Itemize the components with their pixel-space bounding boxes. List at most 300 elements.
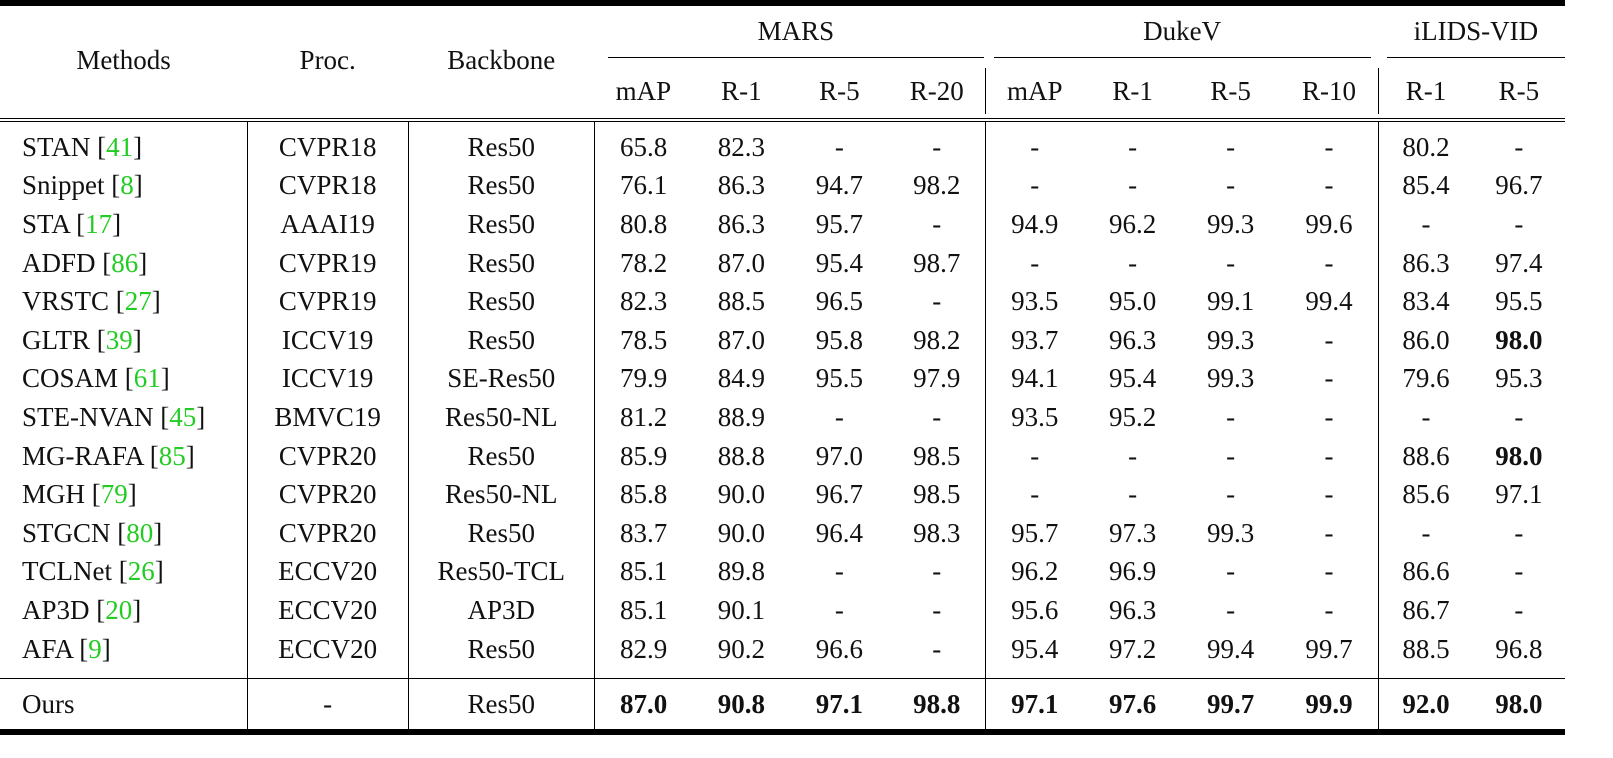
method-name: MG-RAFA <box>22 440 144 471</box>
metric-cell <box>888 591 985 630</box>
metric-cell <box>1379 360 1473 399</box>
col-header-metric: R-20 <box>909 75 964 106</box>
metric-cell <box>790 321 888 360</box>
metric-cell <box>986 120 1084 167</box>
metric-cell <box>1280 514 1379 553</box>
metric-cell <box>594 398 692 437</box>
metric-cell <box>692 630 790 669</box>
metric-value: 88.8 <box>717 440 765 471</box>
metric-value: 95.4 <box>1108 363 1157 394</box>
metric-value: 96.7 <box>815 479 864 510</box>
metric-cell <box>692 244 790 283</box>
metric-value: 90.1 <box>717 594 765 625</box>
metric-cell <box>888 630 985 669</box>
metric-cell <box>888 475 985 514</box>
metric-value: 96.7 <box>1495 170 1543 201</box>
proc-cell: AAAI19 <box>247 205 408 244</box>
table-row <box>0 282 1565 321</box>
proc-cell: ECCV20 <box>247 591 408 630</box>
metric-value: 88.6 <box>1402 440 1450 471</box>
metric-cell <box>790 514 888 553</box>
metric-cell <box>790 244 888 283</box>
metric-cell <box>1280 167 1379 206</box>
metric-value: 86.0 <box>1402 324 1450 355</box>
metric-cell <box>1084 591 1182 630</box>
metric-value: 96.4 <box>815 517 864 548</box>
backbone-cell: Res50-NL <box>408 475 594 514</box>
metric-cell <box>594 679 692 733</box>
metric-cell <box>790 282 888 321</box>
metric-value: 96.2 <box>1108 208 1157 239</box>
metric-value: 83.7 <box>619 517 668 548</box>
citation-link[interactable]: 80 <box>126 517 154 548</box>
metric-cell <box>888 398 985 437</box>
metric-cell <box>1473 553 1565 592</box>
metric-value: 95.3 <box>1495 363 1543 394</box>
method-cell: AFA [9] <box>22 633 111 664</box>
proc-cell: CVPR20 <box>247 514 408 553</box>
metric-value: 84.9 <box>717 363 765 394</box>
group-header-mars <box>594 3 985 68</box>
metric-value: 81.2 <box>619 401 668 432</box>
method-name: Ours <box>22 688 75 719</box>
table-row <box>0 553 1565 592</box>
metric-value: 95.7 <box>1011 517 1059 548</box>
metric-value: 85.1 <box>619 556 668 587</box>
metric-cell <box>1084 360 1182 399</box>
metric-value: 65.8 <box>619 131 668 162</box>
proc-cell: CVPR20 <box>247 475 408 514</box>
method-cell <box>0 679 247 733</box>
metric-cell <box>1473 205 1565 244</box>
metric-value: - <box>1324 479 1334 510</box>
spacer-cell <box>1182 668 1280 679</box>
metric-cell <box>1473 475 1565 514</box>
metric-cell <box>1379 553 1473 592</box>
metric-value: - <box>1324 324 1334 355</box>
metric-cell <box>790 475 888 514</box>
metric-cell <box>986 360 1084 399</box>
citation-link[interactable]: 79 <box>100 479 128 510</box>
metric-value: 95.5 <box>815 363 864 394</box>
citation-link[interactable]: 26 <box>127 556 155 587</box>
spacer-cell <box>986 668 1084 679</box>
method-name: STAN <box>22 131 91 162</box>
table-row <box>0 120 1565 167</box>
method-cell: STAN [41] <box>22 131 143 162</box>
metric-cell <box>888 437 985 476</box>
metric-cell <box>1280 120 1379 167</box>
metric-cell <box>1280 630 1379 669</box>
metric-value: 99.3 <box>1207 363 1255 394</box>
metric-value: 95.7 <box>815 208 864 239</box>
metric-value: - <box>834 594 844 625</box>
metric-value: 95.5 <box>1495 286 1543 317</box>
metric-value: 85.4 <box>1402 170 1450 201</box>
method-cell: COSAM [61] <box>22 363 170 394</box>
metric-value: - <box>1128 170 1138 201</box>
metric-value: 80.8 <box>619 208 668 239</box>
metric-value: - <box>932 594 942 625</box>
metric-cell <box>1182 679 1280 733</box>
col-header-metric: R-1 <box>721 75 762 106</box>
metric-cell <box>692 398 790 437</box>
metric-cell <box>1473 360 1565 399</box>
metric-value: 97.1 <box>1495 479 1543 510</box>
metric-cell <box>1280 360 1379 399</box>
metric-value: - <box>1324 556 1334 587</box>
metric-cell <box>692 167 790 206</box>
backbone-cell: Res50-TCL <box>408 553 594 592</box>
metric-value: 98.3 <box>913 517 961 548</box>
metric-value: 96.5 <box>815 286 864 317</box>
table-row <box>0 167 1565 206</box>
metric-value: - <box>1421 401 1431 432</box>
metric-value: 95.0 <box>1108 286 1157 317</box>
metric-value: 95.6 <box>1011 594 1059 625</box>
metric-cell <box>986 398 1084 437</box>
metric-value: 98.0 <box>1495 688 1543 719</box>
metric-value: - <box>932 633 942 664</box>
metric-value: - <box>1324 594 1334 625</box>
metric-cell <box>1280 475 1379 514</box>
col-header-metric: R-5 <box>819 75 860 106</box>
table-row <box>0 398 1565 437</box>
proc-cell: ICCV19 <box>247 360 408 399</box>
metric-cell <box>1473 437 1565 476</box>
metric-cell <box>888 679 985 733</box>
metric-cell <box>1182 398 1280 437</box>
method-cell: MG-RAFA [85] <box>22 440 195 471</box>
metric-value: 99.4 <box>1207 633 1255 664</box>
metric-value: 99.3 <box>1207 517 1255 548</box>
citation-link[interactable]: 27 <box>124 286 152 317</box>
proc-cell: CVPR18 <box>247 120 408 167</box>
metric-value: - <box>1324 363 1334 394</box>
metric-value: - <box>1514 556 1524 587</box>
table-row <box>0 514 1565 553</box>
spacer-cell <box>247 668 408 679</box>
metric-value: - <box>1514 208 1524 239</box>
metric-cell <box>692 591 790 630</box>
metric-value: 86.7 <box>1402 594 1450 625</box>
metric-cell <box>888 205 985 244</box>
header-row-groups <box>0 3 1565 68</box>
metric-value: - <box>1030 170 1040 201</box>
metric-value: 86.3 <box>1402 247 1450 278</box>
metric-cell <box>594 120 692 167</box>
citation-link[interactable]: 39 <box>105 324 133 355</box>
metric-value: 95.2 <box>1108 401 1157 432</box>
metric-cell <box>594 630 692 669</box>
metric-cell <box>1379 244 1473 283</box>
col-header-metric: R-5 <box>1498 75 1540 106</box>
metric-cell <box>1473 514 1565 553</box>
metric-cell <box>594 591 692 630</box>
metric-value: 96.2 <box>1011 556 1059 587</box>
metric-cell <box>888 167 985 206</box>
table-row <box>0 437 1565 476</box>
metric-cell <box>986 437 1084 476</box>
metric-cell <box>790 360 888 399</box>
metric-cell <box>1182 514 1280 553</box>
metric-value: 98.5 <box>913 440 961 471</box>
metric-cell <box>790 591 888 630</box>
table-row <box>0 205 1565 244</box>
backbone-cell: Res50 <box>408 437 594 476</box>
metric-value: - <box>1514 401 1524 432</box>
metric-cell <box>1084 321 1182 360</box>
method-cell: MGH [79] <box>22 479 137 510</box>
metric-cell <box>692 205 790 244</box>
metric-cell <box>1473 321 1565 360</box>
metric-cell <box>1379 630 1473 669</box>
spacer-cell <box>1379 668 1473 679</box>
metric-value: 88.9 <box>717 401 765 432</box>
metric-cell <box>888 244 985 283</box>
metric-value: 98.0 <box>1495 440 1543 471</box>
metric-cell <box>1280 591 1379 630</box>
metric-cell <box>594 360 692 399</box>
metric-value: - <box>1226 594 1236 625</box>
metric-cell <box>790 437 888 476</box>
method-cell: GLTR [39] <box>22 324 142 355</box>
metric-value: - <box>834 131 844 162</box>
metric-cell <box>986 167 1084 206</box>
metric-value: 85.6 <box>1402 479 1450 510</box>
metric-value: 86.3 <box>717 170 765 201</box>
metric-cell <box>1182 360 1280 399</box>
metric-value: - <box>1226 440 1236 471</box>
citation-link[interactable]: 61 <box>133 363 161 394</box>
metric-cell <box>1379 167 1473 206</box>
group-label-mars: MARS <box>608 16 983 58</box>
metric-value: - <box>932 208 942 239</box>
metric-cell <box>1379 398 1473 437</box>
method-cell: STGCN [80] <box>22 517 163 548</box>
metric-value: 78.2 <box>619 247 668 278</box>
metric-cell <box>790 679 888 733</box>
metric-cell <box>1379 282 1473 321</box>
table-row <box>0 630 1565 669</box>
metric-value: 99.7 <box>1207 688 1255 719</box>
metric-value: - <box>1324 440 1334 471</box>
citation-link[interactable]: 41 <box>106 131 134 162</box>
metric-cell <box>1473 591 1565 630</box>
metric-value: - <box>1324 247 1334 278</box>
metric-value: - <box>1226 556 1236 587</box>
proc-cell: BMVC19 <box>247 398 408 437</box>
metric-value: 97.1 <box>815 688 864 719</box>
method-cell: AP3D [20] <box>22 594 142 625</box>
metric-cell <box>888 282 985 321</box>
metric-cell <box>1182 282 1280 321</box>
metric-value: 86.3 <box>717 208 765 239</box>
metric-cell <box>692 679 790 733</box>
metric-cell <box>692 437 790 476</box>
backbone-cell: AP3D <box>408 591 594 630</box>
metric-cell <box>1473 282 1565 321</box>
metric-cell <box>1084 630 1182 669</box>
metric-value: - <box>1030 247 1040 278</box>
metric-cell <box>1280 282 1379 321</box>
metric-cell <box>692 120 790 167</box>
col-header-metric: R-1 <box>1379 68 1473 114</box>
proc-cell: ICCV19 <box>247 321 408 360</box>
metric-cell <box>1280 437 1379 476</box>
metric-cell <box>986 321 1084 360</box>
metric-cell <box>692 553 790 592</box>
metric-value: - <box>1226 401 1236 432</box>
col-header-metric: R-5 <box>1210 75 1251 106</box>
metric-cell <box>1379 437 1473 476</box>
method-name: Snippet <box>22 170 105 201</box>
citation-link[interactable]: 85 <box>158 440 186 471</box>
metric-value: 90.0 <box>717 517 765 548</box>
metric-value: 97.9 <box>913 363 961 394</box>
metric-cell <box>1473 679 1565 733</box>
table-row <box>0 360 1565 399</box>
backbone-cell: Res50 <box>408 205 594 244</box>
row-spacer <box>0 668 1565 679</box>
proc-cell: CVPR20 <box>247 437 408 476</box>
metric-cell <box>1182 553 1280 592</box>
metric-cell <box>790 167 888 206</box>
metric-value: - <box>1324 131 1334 162</box>
metric-cell <box>594 205 692 244</box>
metric-value: - <box>1324 170 1334 201</box>
metric-value: 82.3 <box>717 131 765 162</box>
backbone-cell: Res50-NL <box>408 398 594 437</box>
method-name: AP3D <box>22 594 90 625</box>
metric-value: 89.8 <box>717 556 765 587</box>
metric-value: 95.4 <box>1011 633 1059 664</box>
metric-value: 98.2 <box>913 324 961 355</box>
metric-value: - <box>1226 247 1236 278</box>
metric-cell <box>1182 244 1280 283</box>
metric-cell <box>986 205 1084 244</box>
metric-value: 97.4 <box>1495 247 1543 278</box>
metric-value: - <box>1514 131 1524 162</box>
metric-cell <box>1084 553 1182 592</box>
citation-link[interactable]: 17 <box>85 208 113 239</box>
citation-link[interactable]: 9 <box>88 633 102 664</box>
method-cell: Snippet [8] <box>22 170 143 201</box>
metric-value: 88.5 <box>1402 633 1450 664</box>
metric-value: 82.9 <box>619 633 668 664</box>
metric-cell <box>1084 679 1182 733</box>
method-name: ADFD <box>22 247 96 278</box>
metric-value: - <box>1128 131 1138 162</box>
metric-cell <box>986 553 1084 592</box>
citation-link[interactable]: 86 <box>111 247 139 278</box>
metric-cell <box>1084 244 1182 283</box>
metric-cell <box>1182 321 1280 360</box>
group-header-dukev <box>986 3 1379 68</box>
metric-value: 96.6 <box>815 633 864 664</box>
col-header-metric: R-10 <box>1301 75 1356 106</box>
metric-cell <box>1182 437 1280 476</box>
method-cell: ADFD [86] <box>22 247 148 278</box>
col-header-proc: Proc. <box>247 3 408 114</box>
citation-link[interactable]: 45 <box>169 401 197 432</box>
metric-cell <box>1473 167 1565 206</box>
metric-cell <box>1182 630 1280 669</box>
method-name: AFA <box>22 633 73 664</box>
table-row <box>0 244 1565 283</box>
table-row <box>0 475 1565 514</box>
metric-cell <box>790 398 888 437</box>
metric-cell <box>1280 398 1379 437</box>
metric-value: 96.3 <box>1108 324 1157 355</box>
method-name: GLTR <box>22 324 91 355</box>
metric-value: 96.3 <box>1108 594 1157 625</box>
proc-cell: CVPR19 <box>247 282 408 321</box>
metric-cell <box>692 514 790 553</box>
metric-value: - <box>932 401 942 432</box>
method-name: STE-NVAN <box>22 401 154 432</box>
metric-cell <box>1280 321 1379 360</box>
metric-value: 93.5 <box>1011 401 1059 432</box>
metric-value: 94.7 <box>815 170 864 201</box>
metric-value: 99.4 <box>1305 286 1353 317</box>
metric-value: 98.5 <box>913 479 961 510</box>
metric-value: 99.6 <box>1305 208 1353 239</box>
table-row <box>0 591 1565 630</box>
method-cell: VRSTC [27] <box>22 286 161 317</box>
proc-cell: ECCV20 <box>247 553 408 592</box>
metric-cell <box>594 475 692 514</box>
citation-link[interactable]: 20 <box>105 594 133 625</box>
proc-cell: CVPR18 <box>247 167 408 206</box>
metric-cell <box>1182 591 1280 630</box>
spacer-cell <box>1473 668 1565 679</box>
metric-value: 95.8 <box>815 324 864 355</box>
metric-value: 85.9 <box>619 440 668 471</box>
metric-cell <box>1379 514 1473 553</box>
metric-cell <box>986 630 1084 669</box>
metric-cell <box>594 167 692 206</box>
col-header-backbone: Backbone <box>408 3 594 114</box>
metric-cell <box>1084 475 1182 514</box>
metric-cell <box>1084 437 1182 476</box>
metric-cell <box>790 120 888 167</box>
metric-value: - <box>1128 440 1138 471</box>
metric-value: 88.5 <box>717 286 765 317</box>
metric-cell <box>594 437 692 476</box>
metric-cell <box>594 514 692 553</box>
metric-value: 76.1 <box>619 170 668 201</box>
method-name: STGCN <box>22 517 111 548</box>
method-cell: STA [17] <box>22 208 122 239</box>
spacer-cell <box>0 668 247 679</box>
spacer-cell <box>1280 668 1379 679</box>
spacer-cell <box>1084 668 1182 679</box>
metric-value: 97.6 <box>1108 688 1157 719</box>
metric-value: 90.0 <box>717 479 765 510</box>
metric-value: - <box>1421 208 1431 239</box>
metric-value: 94.9 <box>1011 208 1059 239</box>
metric-value: 82.3 <box>619 286 668 317</box>
metric-cell <box>790 553 888 592</box>
group-label-dukev: DukeV <box>994 16 1371 58</box>
metric-value: 99.3 <box>1207 324 1255 355</box>
metric-value: 83.4 <box>1402 286 1450 317</box>
metric-cell <box>1084 514 1182 553</box>
metric-value: 96.9 <box>1108 556 1157 587</box>
metric-value: 79.6 <box>1402 363 1450 394</box>
citation-link[interactable]: 8 <box>120 170 134 201</box>
